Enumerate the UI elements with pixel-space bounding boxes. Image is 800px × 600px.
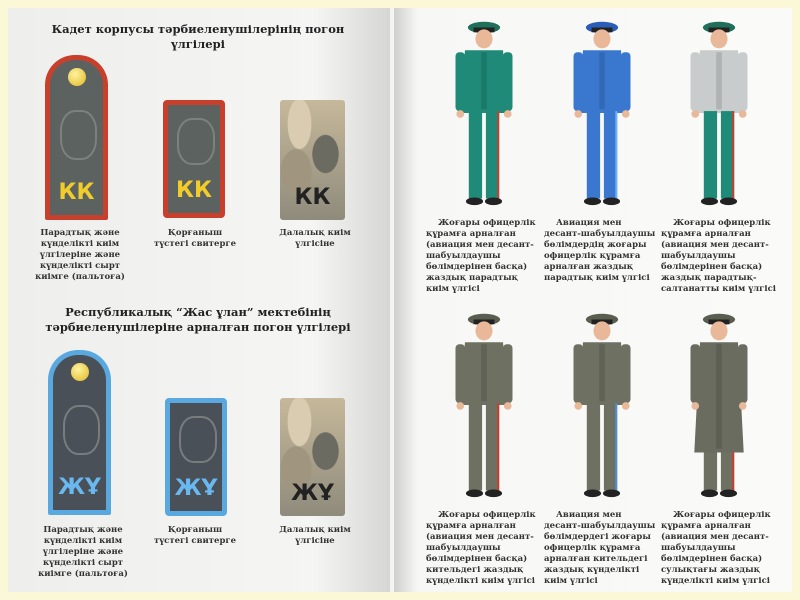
- caption-kk-field: Далалық киім үлгісіне: [279, 228, 351, 249]
- caption-zhu-sweater: Қорғаныш түстегі свитерге: [153, 525, 237, 546]
- uniform-figure: [446, 18, 522, 208]
- left-page: [8, 8, 390, 592]
- shoulder-board-kk-parade: [45, 55, 108, 220]
- shoulder-board-zhu-sweater: [165, 398, 227, 516]
- shoulder-board-zhu-field: [280, 398, 345, 516]
- board-letters: КК: [176, 178, 212, 203]
- caption-kk-sweater: Қорғаныш түстегі свитерге: [153, 228, 237, 249]
- board-letters: ЖҰ: [291, 481, 334, 506]
- ornament-icon: [60, 110, 98, 161]
- board-letters: ЖҰ: [58, 475, 101, 500]
- heading-line: тәрбиеленушілеріне арналған погон үлгілері: [45, 320, 351, 334]
- caption-kk-parade: Парадтық және күнделікті киім үлгілеріне және күнделікті сырт киімге (пальтоға): [35, 228, 125, 282]
- caption-zhu-parade: Парадтық және күнделікті киім үлгілеріне және күнделікті сырт киімге (пальтоға): [38, 525, 128, 579]
- shoulder-board-zhu-parade: [48, 350, 111, 515]
- uniform-caption: Жоғары офицерлік құрамға арналған (авиация мен десант-шабуылдаушы бөлімдерінен басқа) кительдегі жаздық күнделікті киім үлгісі: [426, 510, 536, 586]
- ornament-icon: [63, 405, 101, 456]
- board-letters: КК: [58, 180, 95, 205]
- uniform-figure: [681, 310, 757, 500]
- right-page: [394, 8, 792, 592]
- book-spread: [8, 8, 792, 592]
- shoulder-board-kk-sweater: [163, 100, 225, 218]
- uniform-figure: [681, 18, 757, 208]
- ornament-icon: [177, 118, 214, 165]
- uniform-figure: [446, 310, 522, 500]
- uniform-figure: [564, 18, 640, 208]
- uniform-caption: Жоғары офицерлік құрамға арналған (авиация мен десант-шабуылдаушы бөлімдерінен басқа) жаздық парадтық-салтанатты киім үлгісі: [661, 218, 776, 294]
- board-letters: ЖҰ: [174, 476, 218, 501]
- button-icon: [68, 68, 86, 86]
- heading-line: Республикалық “Жас ұлан” мектебінің: [65, 305, 331, 319]
- shoulder-board-kk-field: [280, 100, 345, 220]
- caption-zhu-field: Далалық киім үлгісіне: [279, 525, 351, 546]
- heading-cadet-corps: Кадет корпусы тәрбиеленушілерінің погон үлгілері: [51, 22, 345, 51]
- uniform-caption: Жоғары офицерлік құрамға арналған (авиация мен десант-шабуылдаушы бөлімдерінен басқа) жаздық парадтық киім үлгісі: [426, 218, 536, 294]
- ornament-icon: [179, 416, 216, 463]
- heading-zhas-ulan: [28, 305, 368, 335]
- uniform-figure: [564, 310, 640, 500]
- uniform-caption: Авиация мен десант-шабуылдаушы бөлімдердегі жоғары офицерлік құрамға арналған кительдегі жаздық күнделікті киім үлгісі: [544, 510, 656, 586]
- uniform-caption: Авиация мен десант-шабуылдаушы бөлімдердің жоғары офицерлік құрамға арналған жаздық парадтық киім үлгісі: [544, 218, 656, 283]
- board-letters: КК: [294, 185, 331, 210]
- uniform-caption: Жоғары офицерлік құрамға арналған (авиация мен десант-шабуылдаушы бөлімдерінен басқа) сулықтағы жаздық күнделікті киім үлгісі: [661, 510, 771, 586]
- button-icon: [71, 363, 89, 381]
